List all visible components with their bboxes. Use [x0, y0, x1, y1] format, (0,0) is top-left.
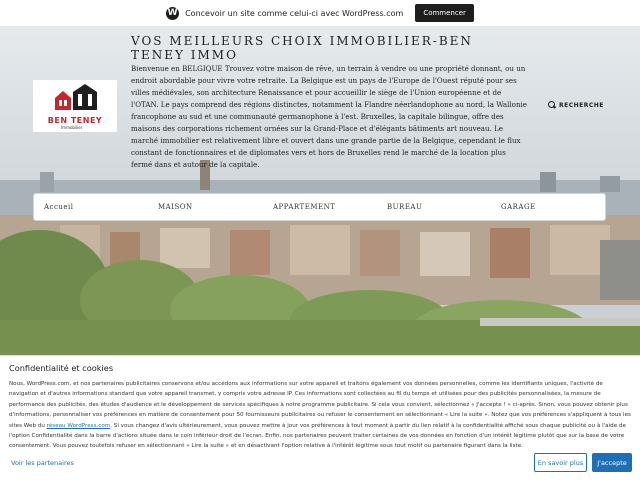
learn-more-button[interactable]: En savoir plus: [534, 453, 587, 472]
nav-item-appartement[interactable]: APPARTEMENT: [273, 203, 336, 211]
search-label: RECHERCHE: [559, 101, 604, 109]
site-title[interactable]: VOS MEILLEURS CHOIX IMMOBILIER-BEN TENEY IMMO: [131, 34, 473, 62]
nav-item-accueil[interactable]: Accueil: [44, 203, 74, 211]
logo-name: BEN TENEY: [47, 116, 103, 125]
cookie-title: Confidentialité et cookies: [9, 363, 114, 373]
cookie-consent-banner: [0, 355, 640, 480]
cookie-text: [9, 379, 631, 452]
promo-text: Concevoir un site comme celui-ci avec WordPress.com: [185, 8, 404, 18]
accept-button[interactable]: J'accepte: [592, 453, 632, 472]
nav-item-garage[interactable]: GARAGE: [501, 203, 536, 211]
search-icon: [548, 101, 556, 109]
wordpress-promo-bar: [0, 0, 640, 26]
nav-item-maison[interactable]: MAISON: [158, 203, 193, 211]
wordpress-network-link[interactable]: réseau WordPress.com: [46, 422, 111, 429]
nav-item-bureau[interactable]: BUREAU: [387, 203, 423, 211]
see-partners-link[interactable]: Voir les partenaires: [11, 459, 74, 467]
site-logo[interactable]: [33, 80, 117, 132]
cookie-text-part: Nous, WordPress.com, et nos partenaires publicitaires conservons et/ou accédons aux informations sur votre appareil et traitons également vos données personnelles, comme les identifiants uniques, l'activité de navigation et d'autres informations standard que votre appareil transmet, y compris votre adresse IP. Ces informations sont collectées au fil du temps et utilisées pour des publicités personnalisées, la mesure de performance des publicités, des études d'audience et le développement de services spécifiques à notre programme publicitaire. Si cela vous convient, sélectionnez « J'accepte ! » ci-après. Sinon, vous pouvez obtenir plus d'informations, personnaliser vos préférences en matière de consentement pour 50 fournisseurs publicitaires ou refuser le consentement en sélectionnant « Lire la suite ». Notez que vos préférences s'appliquent à tous les sites Web du: [9, 381, 631, 429]
search-toggle[interactable]: [548, 101, 604, 109]
cookie-text-part: . Si vous changez d'avis ultérieurement, vous pouvez mettre à jour vos préférences à tout moment à partir du lien relatif à la confidentialité affiché sous chaque publicité ou à l'aide de l'option Confidentialité dans la barre d'actions située dans le coin inférieur droit de l'écran. Enfin, nos partenaires peuvent traiter certaines de vos données en fonction d'un intérêt légitime plutôt que sur la base de votre consentement. Vous pouvez toutefois refuser en sélectionnant « Lire la suite » et en désactivant l'option relative à l'intérêt légitime sous tout motif ou partenaire figurant dans la liste.: [9, 422, 626, 450]
main-navigation: [33, 193, 606, 221]
site-description: Bienvenue en BELGIQUE Trouvez votre maison de rêve, un terrain à vendre ou une propriété donnant, ou un endroit abordable pour vivre votre retraite. La Belgique est un pays de l'Europe de l'Ouest réputé pour ses villes médiévales, son architecture Renaissance et pour accueillir le siège de l'Union européenne et de l'OTAN. Le pays comprend des régions distinctes, notamment la Flandre néerlandophone au nord, la Wallonie francophone au sud et une communauté germanophone à l'est. Bruxelles, la capitale bilingue, offre des maisons des corporations richement ornées sur la Grand-Place et d'élégants bâtiments art nouveau. Le marché immobilier est relativement libre et ouvert dans une grande partie de la Belgique, cependant le flux constant de fonctionnaires et de diplomates vers et hors de Bruxelles rend le marché de la location plus fermé dans et autour de la capitale.: [131, 64, 527, 169]
wordpress-logo-icon[interactable]: W: [167, 8, 178, 18]
logo-subtitle: Immobilier: [61, 125, 83, 130]
start-button[interactable]: Commencer: [415, 4, 474, 22]
